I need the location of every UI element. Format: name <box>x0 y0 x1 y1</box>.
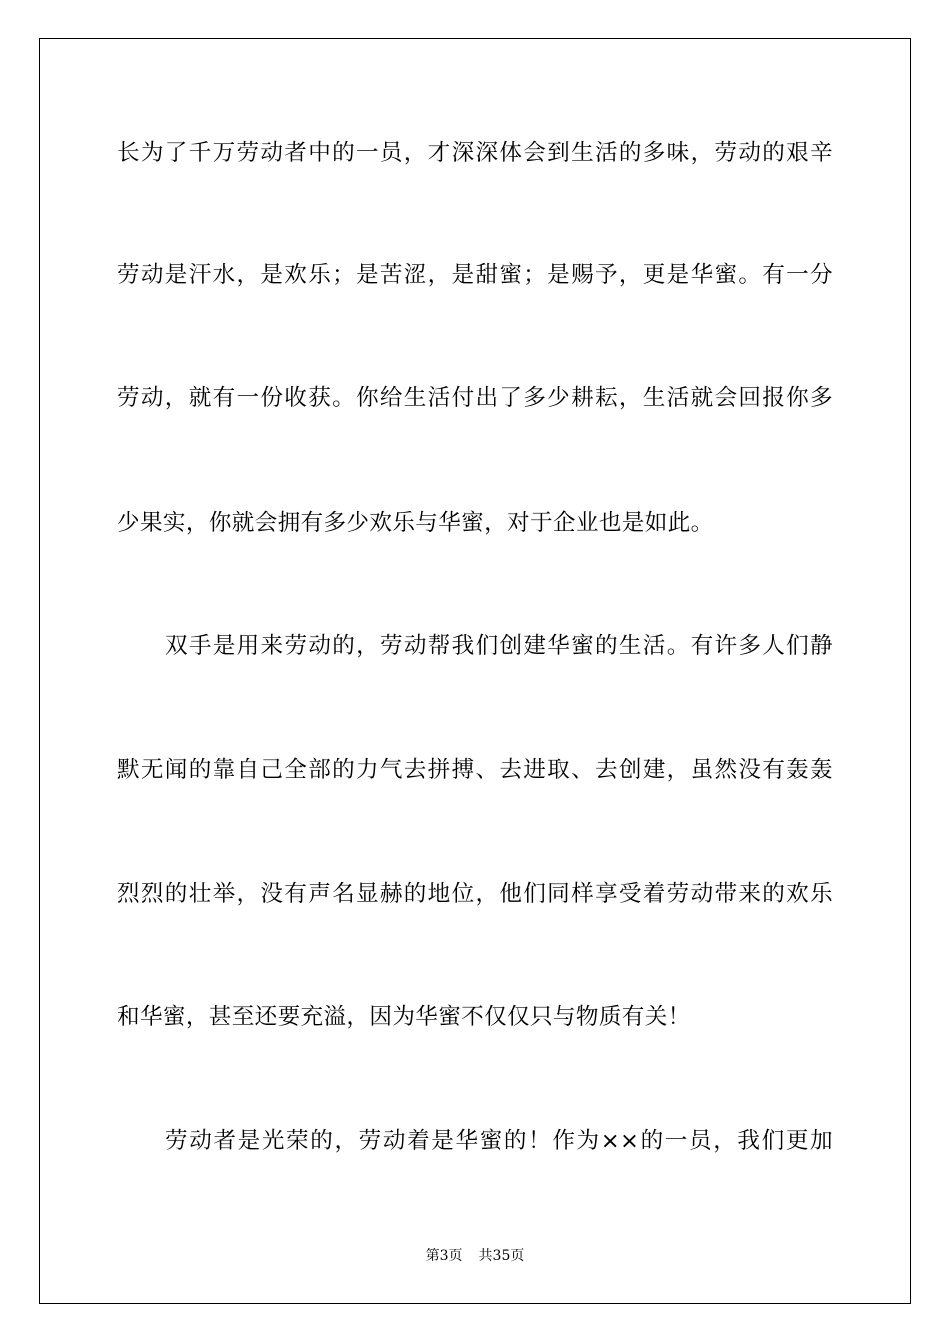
page-footer <box>0 1244 950 1268</box>
paragraph-line-5: 双手是用来劳动的，劳动帮我们创建华蜜的生活。有许多人们静 <box>165 633 833 659</box>
paragraph-line-3: 劳动，就有一份收获。你给生活付出了多少耕耘，生活就会回报你多 <box>117 385 833 411</box>
paragraph-line-1: 长为了千万劳动者中的一员，才深深体会到生活的多味，劳动的艰辛 <box>117 140 833 166</box>
page-number: 第3页 <box>425 1248 463 1264</box>
paragraph-line-4: 少果实，你就会拥有多少欢乐与华蜜，对于企业也是如此。 <box>117 510 714 536</box>
paragraph-line-7: 烈烈的壮举，没有声名显赫的地位，他们同样享受着劳动带来的欢乐 <box>117 881 833 907</box>
paragraph-line-6: 默无闻的靠自己全部的力气去拼搏、去进取、去创建，虽然没有轰轰 <box>117 757 833 783</box>
page-total: 共35页 <box>478 1248 525 1264</box>
page-border <box>39 38 911 1304</box>
paragraph-line-9: 劳动者是光荣的，劳动着是华蜜的！作为××的一员，我们更加 <box>165 1128 833 1154</box>
paragraph-line-2: 劳动是汗水，是欢乐；是苦涩，是甜蜜；是赐予，更是华蜜。有一分 <box>117 262 833 288</box>
paragraph-line-8: 和华蜜，甚至还要充溢，因为华蜜不仅仅只与物质有关！ <box>117 1004 691 1030</box>
